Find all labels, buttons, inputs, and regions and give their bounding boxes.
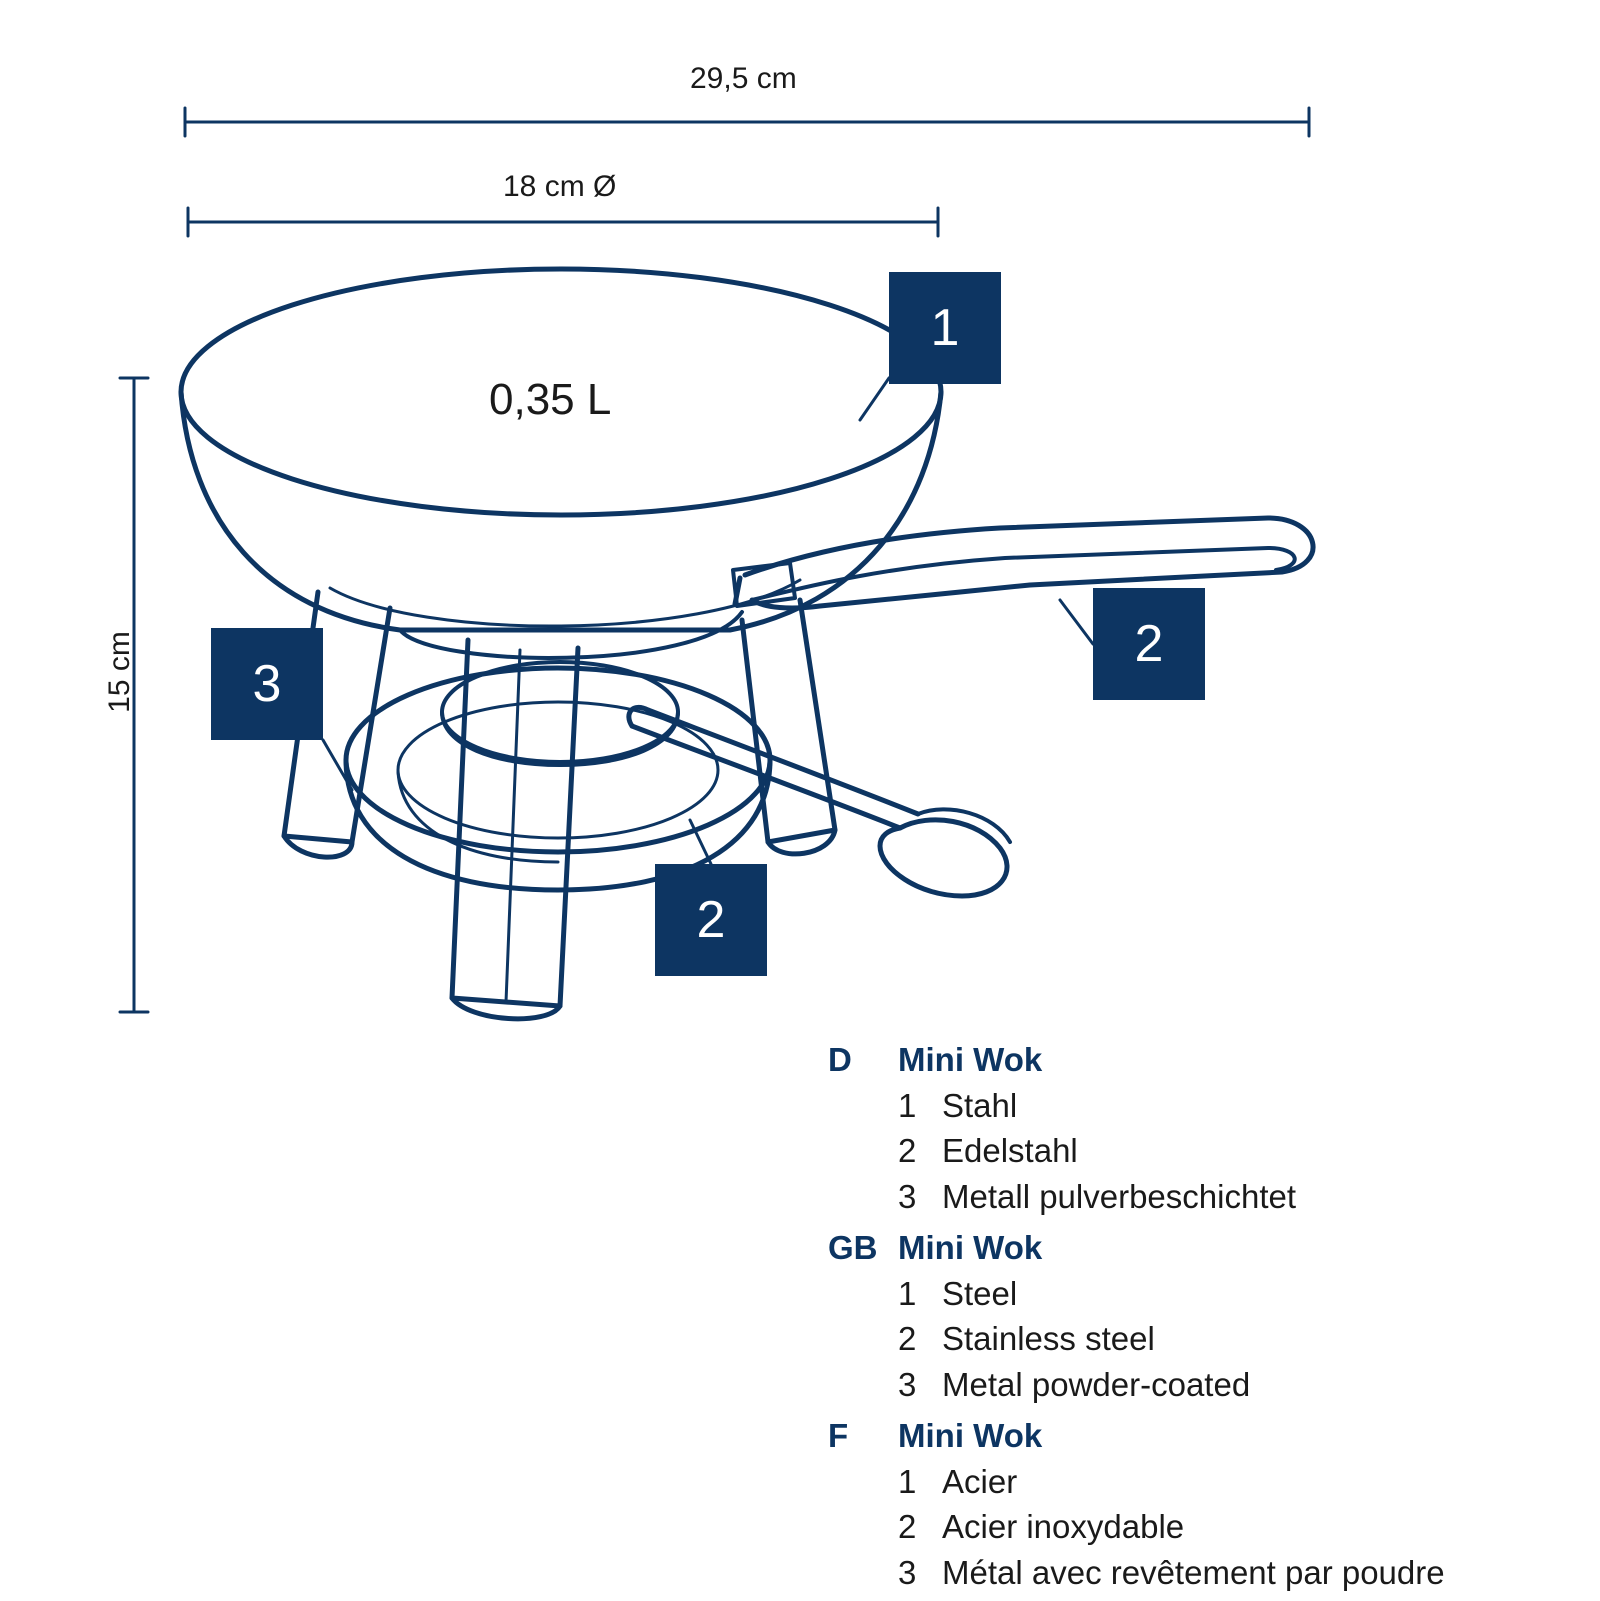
legend-item-number: 2 (898, 1132, 917, 1170)
legend-block-de (828, 1037, 1568, 1219)
callout-badge-1: 1 (889, 272, 1001, 384)
legend-heading (828, 1413, 1568, 1459)
legend-language-code: D (828, 1041, 852, 1078)
volume-label: 0,35 L (489, 375, 612, 424)
legend-item-text: Stainless steel (942, 1320, 1155, 1358)
legend-item-text: Métal avec revêtement par poudre (942, 1553, 1445, 1591)
callout-badge-3: 3 (211, 628, 323, 740)
legend-product-title: Mini Wok (898, 1041, 1043, 1078)
legend-item-number: 1 (898, 1274, 917, 1312)
dimension-height-label: 15 cm (102, 631, 136, 713)
legend-item-number: 3 (898, 1553, 917, 1591)
dimension-line-diameter (188, 208, 938, 236)
legend-item-text: Stahl (942, 1086, 1018, 1124)
legend-item-text: Acier inoxydable (942, 1508, 1185, 1546)
legend-item-number: 2 (898, 1508, 917, 1546)
callout-leaders (323, 378, 1093, 864)
legend-heading (828, 1037, 1568, 1083)
legend-item (828, 1504, 1568, 1550)
dimension-line-total-width (185, 108, 1309, 136)
legend-item (828, 1459, 1568, 1505)
callout-badge-2-burner: 2 (655, 864, 767, 976)
legend-item (828, 1128, 1568, 1174)
legend-item-number: 2 (898, 1320, 917, 1358)
legend-item-number: 1 (898, 1462, 917, 1500)
legend-product-title: Mini Wok (898, 1229, 1043, 1267)
wok-bottom-ring (400, 612, 742, 658)
legend-item-text: Steel (942, 1274, 1018, 1312)
legend-product-title: Mini Wok (898, 1417, 1043, 1455)
legend-item-number: 1 (898, 1086, 917, 1124)
legend-block-gb (828, 1225, 1568, 1407)
legend-item (828, 1271, 1568, 1317)
legend-block-fr (828, 1413, 1568, 1595)
dimension-diameter-label: 18 cm Ø (503, 170, 617, 203)
legend-item (828, 1550, 1568, 1596)
legend-item (828, 1362, 1568, 1408)
callout-badge-2-handle: 2 (1093, 588, 1205, 700)
legend-item-text: Metall pulverbeschichtet (942, 1177, 1297, 1215)
legend-item (828, 1174, 1568, 1220)
legend-item-text: Acier (942, 1462, 1018, 1500)
dimension-total-width-label: 29,5 cm (690, 62, 797, 95)
legend-item-number: 3 (898, 1365, 917, 1403)
legend-item (828, 1083, 1568, 1129)
legend-item-text: Metal powder-coated (942, 1365, 1251, 1403)
wok-bowl (181, 269, 941, 630)
legend-language-code: GB (828, 1229, 878, 1267)
legend-heading (828, 1225, 1568, 1271)
legend-item-number: 3 (898, 1177, 917, 1215)
legend (828, 1037, 1568, 1601)
legend-item-text: Edelstahl (942, 1132, 1078, 1170)
legend-language-code: F (828, 1417, 849, 1455)
legend-item (828, 1316, 1568, 1362)
